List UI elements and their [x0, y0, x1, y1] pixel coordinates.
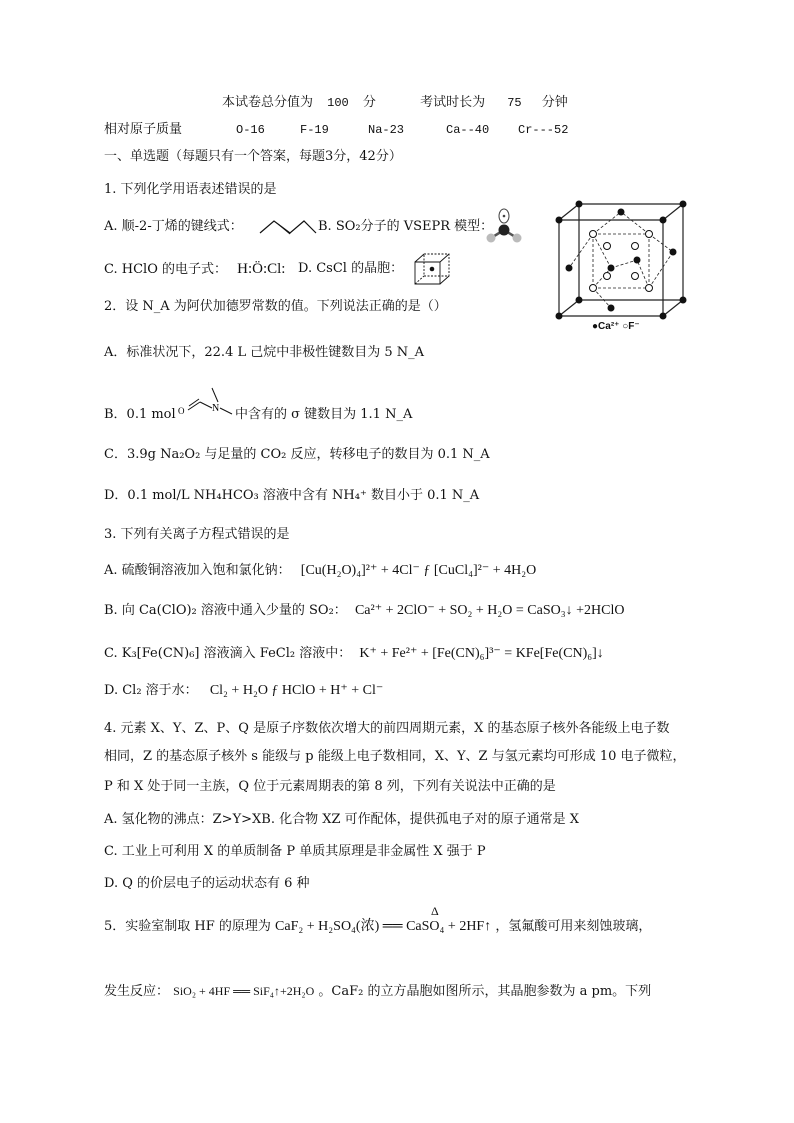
q3-option-a-equation: [Cu(H₂O)₄]²⁺ + 4Cl⁻ ƒ [CuCl₄]²⁻ + 4H₂O [300, 563, 537, 578]
q5-line2-text: 发生反应： [104, 984, 170, 999]
q1-option-d: D. CsCl 的晶胞： [298, 261, 404, 276]
q2-option-a: A．标准状况下，22.4 L 己烷中非极性键数目为 5 N_A [104, 345, 425, 360]
q3-option-c-equation: K⁺ + Fe²⁺ + [Fe(CN)₆]³⁻ = KFe[Fe(CN)₆]↓ [359, 646, 604, 661]
q3-option-d [104, 682, 383, 700]
q5-line1-text-end: ，氢氟酸可用来刻蚀玻璃， [495, 919, 652, 934]
mass-na: Na-23 [368, 123, 405, 137]
q1-stem: 1. 下列化学用语表述错误的是 [104, 182, 277, 197]
q3-option-a-text: A. 硫酸铜溶液加入饱和氯化钠： [104, 563, 291, 578]
atomic-mass-row [104, 121, 569, 139]
q4-option-d: D. Q 的价层电子的运动状态有 6 种 [104, 876, 310, 891]
q3-stem: 3. 下列有关离子方程式错误的是 [104, 527, 290, 542]
svg-text:O: O [178, 406, 185, 416]
q2-option-b-rest: 中含有的 σ 键数目为 1.1 N_A [235, 407, 413, 422]
q5-line2-text-end: 。CaF₂ 的立方晶胞如图所示，其晶胞参数为 a pm。下列 [318, 984, 652, 999]
q4-option-c: C. 工业上可利用 X 的单质制备 P 单质其原理是非金属性 X 强于 P [104, 844, 486, 859]
q1-option-c [104, 260, 285, 279]
q1-option-b: B. SO₂分子的 VSEPR 模型： [318, 219, 494, 234]
q2-option-b: B．0.1 mol [104, 407, 176, 422]
q4-option-ab: A. 氢化物的沸点：Z>Y>XB. 化合物 XZ 可作配体，提供孤电子对的原子通常是 X [104, 812, 580, 827]
q2-option-d: D．0.1 mol/L NH₄HCO₃ 溶液中含有 NH₄⁺ 数目小于 0.1 N_A [104, 488, 480, 503]
q3-option-b [104, 602, 624, 620]
q5-line2 [104, 982, 651, 1001]
q4-stem-line1: 4. 元素 X、Y、Z、P、Q 是原子序数依次增大的前四周期元素，X 的基态原子核外各能级上电子数 [104, 721, 670, 736]
q2-stem: 2．设 N_A 为阿伏加德罗常数的值。下列说法正确的是（） [104, 299, 447, 314]
q3-option-d-equation: Cl₂ + H₂O ƒ HClO + H⁺ + Cl⁻ [209, 683, 384, 698]
total-score-value: 100 [327, 96, 349, 110]
mass-f: F-19 [300, 123, 329, 137]
total-score-unit: 分 [362, 95, 376, 110]
mass-o: O-16 [236, 123, 265, 137]
svg-text:N: N [212, 403, 220, 414]
q2-option-c: C．3.9g Na₂O₂ 与足量的 CO₂ 反应，转移电子的数目为 0.1 N_A [104, 447, 490, 462]
dmf-structure-icon [178, 384, 236, 418]
q3-option-c [104, 645, 604, 663]
exam-time-label: 考试时长为 [420, 95, 486, 110]
q5-line1 [104, 904, 652, 936]
heat-symbol: Δ [431, 904, 439, 918]
q1-option-c-text: C. HClO 的电子式： [104, 262, 227, 277]
q3-option-d-text: D. Cl₂ 溶于水： [104, 683, 198, 698]
q1-option-a [104, 218, 243, 236]
hclo-electron-formula: H:Ö:Cl: [237, 261, 286, 277]
q4-stem-line3: P 和 X 处于同一主族，Q 位于元素周期表的第 8 列，下列有关说法中正确的是 [104, 779, 556, 794]
cis-2-butene-skeletal-icon [258, 215, 318, 237]
q3-option-b-text: B. 向 Ca(ClO)₂ 溶液中通入少量的 SO₂： [104, 603, 347, 618]
q1-option-a-text: A. 顺-2-丁烯的键线式： [104, 219, 243, 234]
q3-option-a [104, 562, 536, 580]
caf2-unit-cell-figure [553, 200, 689, 336]
mass-cr: Cr---52 [518, 123, 569, 137]
q5-hf-equation: CaF₂ + H₂SO₄(浓) ══ CaSO₄ + 2HF↑ [275, 919, 492, 934]
total-score-label: 本试卷总分值为 [222, 95, 314, 110]
exam-time-value: 75 [507, 96, 522, 110]
q5-line1-text: 5．实验室制取 HF 的原理为 [104, 919, 271, 934]
exam-time-unit: 分钟 [541, 95, 568, 110]
q5-sif4-equation: SiO₂ + 4HF ══ SiF₄↑+2H₂O [173, 984, 315, 998]
cscl-unit-cell-icon [412, 252, 452, 286]
section-title: 一、单选题（每题只有一个答案，每题3分，42分） [104, 149, 402, 164]
q3-option-b-equation: Ca²⁺ + 2ClO⁻ + SO₂ + H₂O = CaSO₃↓ +2HClO [354, 603, 625, 618]
atomic-mass-label: 相对原子质量 [104, 122, 183, 137]
mass-ca: Ca--40 [446, 123, 490, 137]
q4-stem-line2: 相同，Z 的基态原子核外 s 能级与 p 能级上电子数相同，X、Y、Z 与氢元素均可形成 10 电子微粒， [104, 749, 686, 764]
figure-legend: ●Ca²⁺ ○F⁻ [592, 321, 640, 332]
vsepr-model-icon [483, 208, 527, 246]
q3-option-c-text: C. K₃[Fe(CN)₆] 溶液滴入 FeCl₂ 溶液中： [104, 646, 352, 661]
